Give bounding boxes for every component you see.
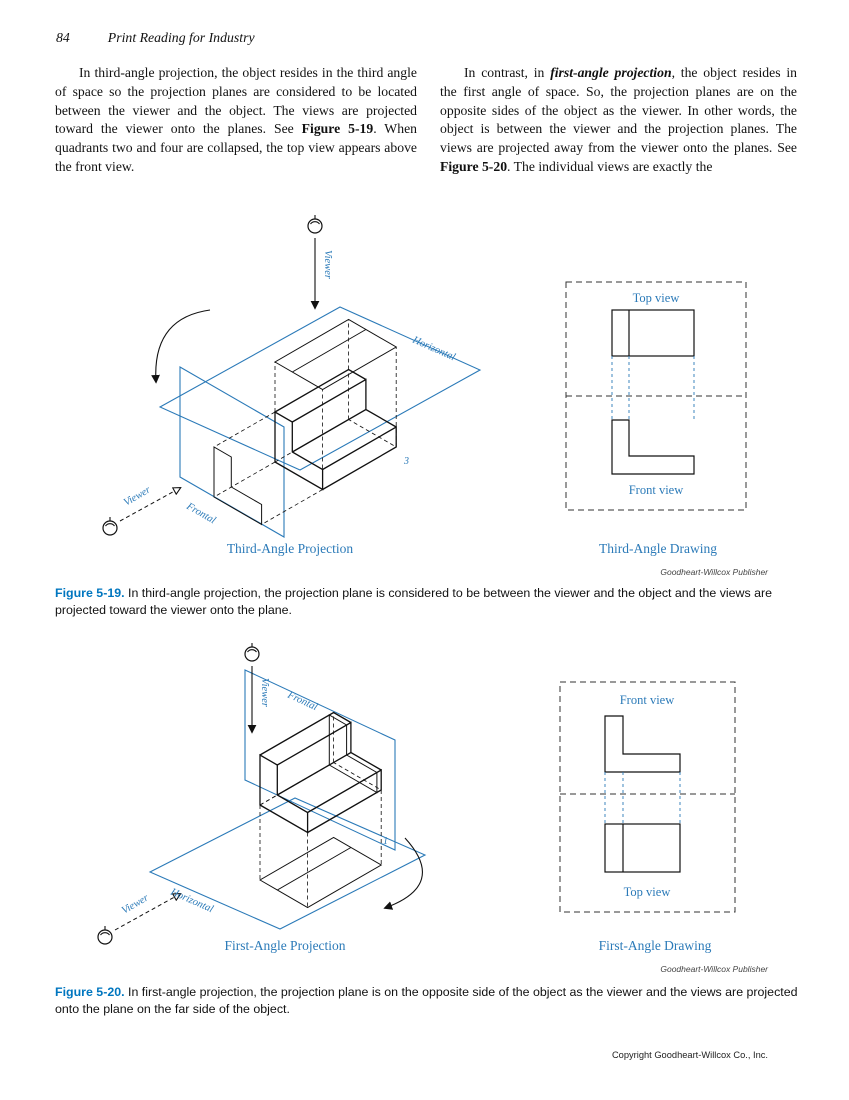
figure-5-19-projection-title: Third-Angle Projection: [226, 541, 354, 556]
viewer-top-icon: [245, 643, 259, 661]
frontal-plane-label: Frontal: [184, 501, 218, 527]
horizontal-plane: [150, 798, 425, 929]
front-view-label: Front view: [628, 483, 684, 497]
front-view: [605, 716, 680, 772]
figure-5-19-caption: Figure 5-19. In third-angle projection, the projection plane is considered to be between the viewer and the object and the views are projected toward the viewer onto the plane.: [55, 586, 773, 618]
projection-lines-front: [214, 412, 323, 525]
horizontal-plane-label: Horizontal: [410, 334, 457, 364]
top-view: [612, 310, 694, 356]
figure-5-20-drawing-title: First-Angle Drawing: [598, 938, 712, 953]
frontal-plane-label: Frontal: [285, 689, 320, 714]
drawing-sheet-border: [560, 682, 735, 912]
figure-5-20-caption: Figure 5-20. In first-angle projection, the projection plane is on the opposite side of the object as the viewer and the views are projected onto the plane on the far side of the object.: [55, 985, 798, 1017]
copyright-footer: Copyright Goodheart-Willcox Co., Inc.: [611, 1050, 768, 1060]
front-view: [612, 420, 694, 474]
fold-arc-arrow: [156, 310, 210, 382]
page-number: 84: [56, 30, 70, 45]
viewer-front-label: Viewer: [120, 892, 151, 917]
quadrant-number: 3: [404, 456, 409, 467]
page-header: [56, 30, 255, 46]
viewer-front-icon: [103, 517, 117, 535]
quadrant-number: 1: [383, 836, 388, 847]
body-column-left: [55, 64, 417, 177]
figure-5-19-credit: Goodheart-Willcox Publisher: [660, 567, 768, 577]
viewer-top-icon: [308, 215, 322, 233]
front-view-label: Front view: [619, 693, 675, 707]
object-isometric: [275, 370, 396, 490]
projected-top-view: [275, 320, 396, 390]
figure-5-19-drawing-diagram: [548, 268, 768, 520]
figure-5-20-credit: Goodheart-Willcox Publisher: [660, 964, 768, 974]
paragraph-third-angle: In third-angle projection, the object resides in the third angle of space so the projection planes are considered to be located between the viewer and the object. The views are projected toward the viewer onto the planes. See Figure 5-19. When quadrants two and four are collapsed, the top view appears above the front view.: [55, 65, 417, 174]
figure-5-20-projection-title: First-Angle Projection: [224, 938, 346, 953]
body-column-right: [440, 64, 797, 177]
viewer-top-label: Viewer: [322, 250, 333, 279]
figure-5-20-projection-diagram: [70, 640, 500, 960]
projection-lines: [612, 356, 694, 420]
projected-top-view: [260, 838, 381, 908]
top-view-label: Top view: [632, 291, 680, 305]
paragraph-first-angle: In contrast, in first-angle projection, the object resides in the first angle of space. So, the projection planes are on the opposite sides of the object as the viewer. In other words, the object is between the viewer and the projection planes. The views are projected away from the viewer onto the planes. See Figure 5-20. The individual views are exactly the: [440, 65, 797, 174]
top-view-label: Top view: [623, 885, 671, 899]
figure-5-19-drawing-title: Third-Angle Drawing: [598, 541, 718, 556]
figure-5-20-drawing-diagram: [545, 672, 765, 922]
figure-5-19-projection-diagram: [60, 212, 520, 552]
horizontal-plane-label: Horizontal: [168, 886, 215, 916]
viewer-front-label: Viewer: [122, 484, 153, 509]
projected-front-view: [214, 447, 262, 525]
book-title: Print Reading for Industry: [107, 30, 255, 45]
projection-lines: [605, 772, 680, 824]
projection-lines-top: [275, 320, 396, 490]
viewer-top-label: Viewer: [259, 678, 270, 707]
top-view: [605, 824, 680, 872]
object-isometric: [260, 713, 381, 833]
